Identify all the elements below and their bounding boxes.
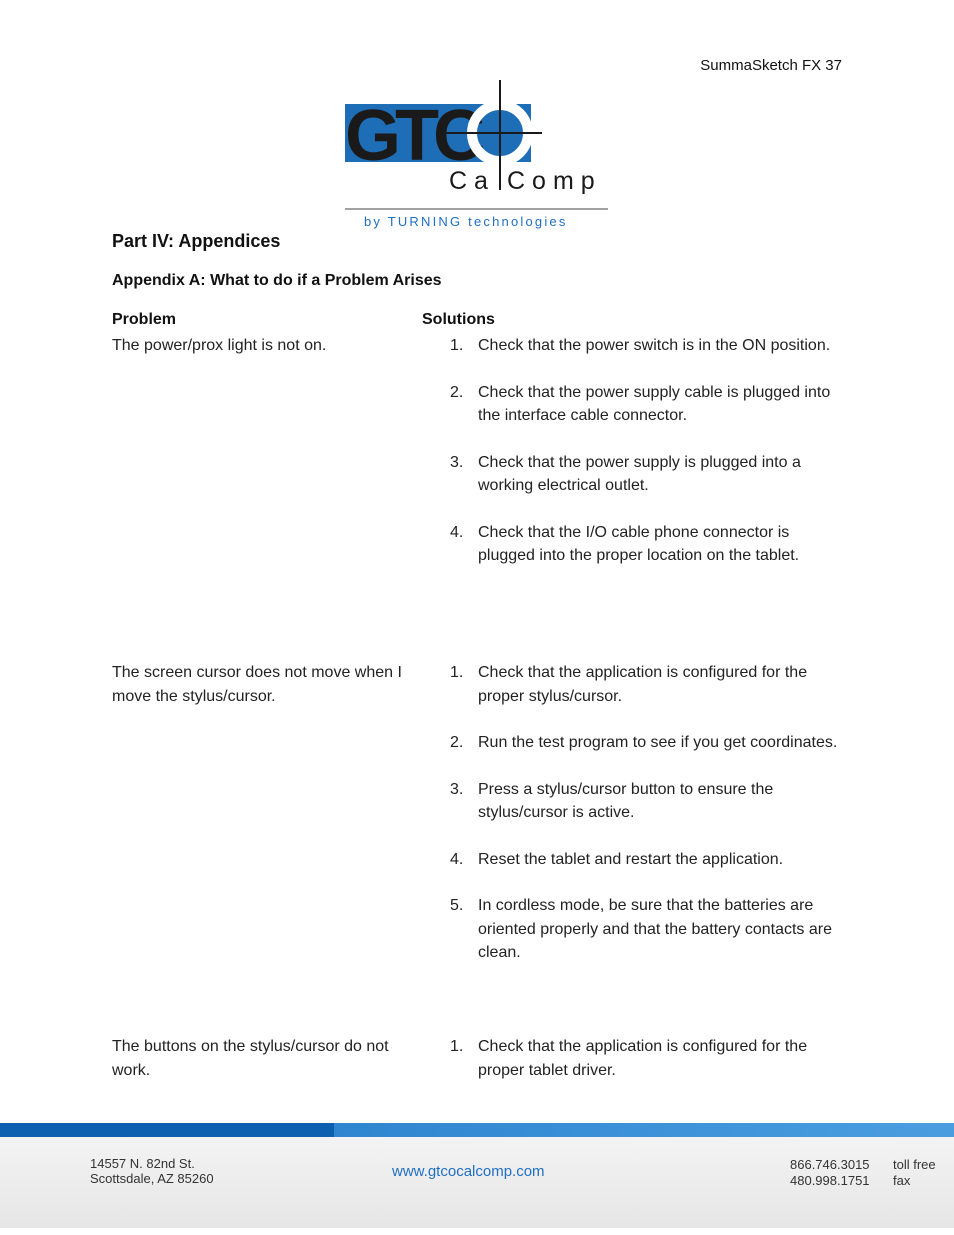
- svg-text:Ca: Ca: [449, 167, 495, 195]
- fax-label: fax: [893, 1173, 911, 1188]
- solutions-column-header: Solutions: [422, 311, 495, 328]
- svg-text:by TURNING technologies: by TURNING technologies: [364, 214, 568, 229]
- problem-text: The power/prox light is not on.: [112, 337, 327, 354]
- problem-column-header: Problem: [112, 311, 177, 328]
- footer-phone-labels: [893, 1157, 936, 1189]
- footer-website-link[interactable]: www.gtcocalcomp.com: [392, 1163, 545, 1180]
- solution-item: 5. In cordless mode, be sure that the batteries are oriented properly and that the battery contacts are clean.: [450, 897, 832, 961]
- toll-free-number: 866.746.3015: [790, 1157, 870, 1172]
- svg-text:Comp: Comp: [507, 167, 602, 195]
- solution-item: 3. Press a stylus/cursor button to ensure the stylus/cursor is active.: [450, 780, 774, 821]
- gtco-calcomp-logo: [342, 78, 612, 233]
- problem-text: The screen cursor does not move when I move the stylus/cursor.: [112, 664, 402, 705]
- solution-item: 1. Check that the power switch is in the ON position.: [450, 337, 831, 354]
- problem-text: The buttons on the stylus/cursor do not work.: [112, 1038, 389, 1079]
- appendix-title: Appendix A: What to do if a Problem Arises: [112, 272, 442, 289]
- solution-item: 1. Check that the application is configured for the proper stylus/cursor.: [450, 664, 808, 705]
- address-line2: Scottsdale, AZ 85260: [90, 1171, 214, 1186]
- solution-item: 4. Reset the tablet and restart the application.: [450, 850, 784, 868]
- toll-free-label: toll free: [893, 1157, 936, 1172]
- solution-item: 1. Check that the application is configured for the proper tablet driver.: [450, 1038, 808, 1079]
- page-header-ref: SummaSketch FX 37: [700, 57, 842, 74]
- fax-number: 480.998.1751: [790, 1173, 870, 1188]
- footer-phone-numbers: [790, 1157, 870, 1189]
- part-title: Part IV: Appendices: [112, 231, 281, 251]
- solution-item: 2. Run the test program to see if you get coordinates.: [450, 734, 838, 751]
- svg-text:GTC: GTC: [345, 96, 479, 176]
- solutions-list: [440, 661, 850, 988]
- solution-item: 3. Check that the power supply is plugged into a working electrical outlet.: [450, 453, 801, 494]
- solutions-list: [440, 1035, 850, 1105]
- footer-address: [90, 1156, 214, 1186]
- footer-accent-bar: [0, 1123, 954, 1137]
- solution-item: 4. Check that the I/O cable phone connector is plugged into the proper location on the tablet.: [450, 523, 800, 564]
- solution-item: 2. Check that the power supply cable is plugged into the interface cable connector.: [450, 383, 831, 424]
- logo-graphic: [342, 78, 612, 233]
- address-line1: 14557 N. 82nd St.: [90, 1156, 195, 1171]
- solutions-list: [440, 334, 850, 591]
